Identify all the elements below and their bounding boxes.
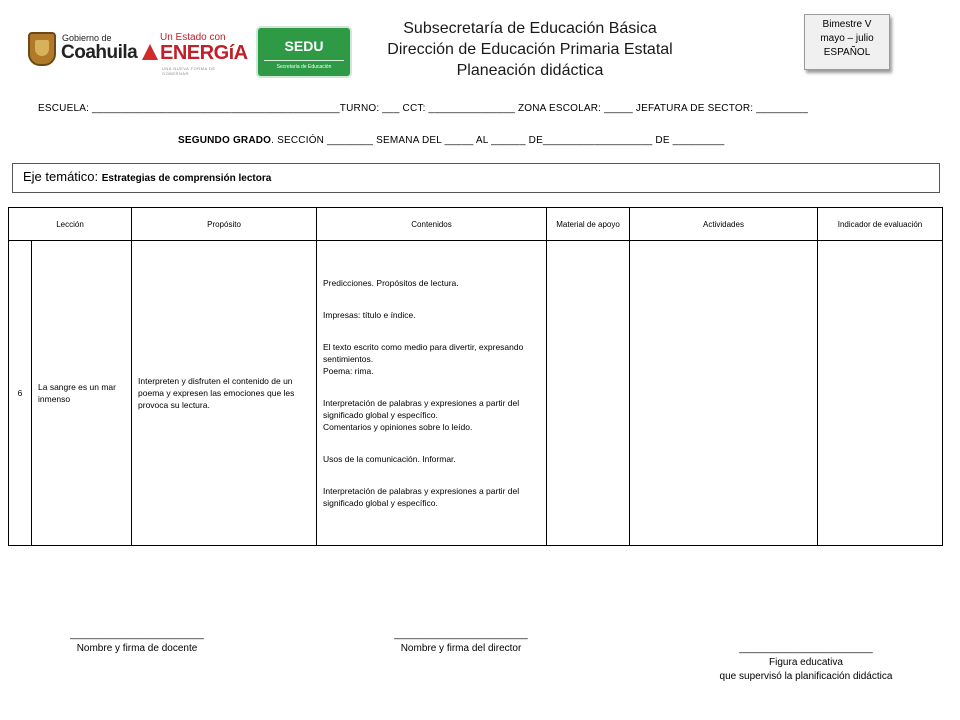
- coahuila-logo: [28, 30, 138, 70]
- energia-logo: [140, 30, 248, 76]
- lesson-contents: [317, 241, 547, 546]
- content-item: Interpretación de palabras y expresiones a partir del significado global y específico.: [323, 486, 520, 508]
- material-cell: [547, 241, 630, 546]
- signature-label: Nombre y firma del director: [400, 643, 522, 654]
- bimestre-months: mayo – julio: [820, 33, 874, 44]
- grade-info-line: [178, 135, 725, 146]
- signature-line: ________________________: [70, 629, 204, 640]
- energia-logo-tag: UNA NUEVA FORMA DE GOBERNAR: [162, 66, 216, 76]
- signature-label: Figura educativa: [769, 657, 843, 668]
- sedu-logo-small: Secretaría de Educación: [276, 64, 332, 70]
- header-actividades: Actividades: [630, 208, 818, 241]
- coahuila-logo-big: Coahuila: [61, 42, 138, 63]
- sedu-logo-divider: [264, 60, 344, 61]
- signature-line: ________________________: [394, 629, 528, 640]
- section-week-fields: . SECCIÓN ________ SEMANA DEL _____ AL ______ DE___________________ DE _________: [271, 135, 725, 146]
- header-leccion: Lección: [9, 208, 132, 241]
- sedu-logo: [256, 26, 352, 78]
- lesson-number: 6: [9, 241, 32, 546]
- signature-docente: [32, 628, 242, 656]
- title-planeacion: Planeación didáctica: [456, 62, 604, 79]
- indicator-cell: [818, 241, 943, 546]
- energia-logo-small: Un Estado con: [160, 32, 226, 43]
- header-contenidos: Contenidos: [317, 208, 547, 241]
- content-item: Interpretación de palabras y expresiones a partir del significado global y específico. Comentarios y opiniones sobre lo leído.: [323, 398, 520, 432]
- bimestre-box: [804, 14, 890, 70]
- eje-tematico-box: [12, 163, 940, 193]
- bimestre-label: Bimestre V: [822, 19, 872, 30]
- content-item: Predicciones. Propósitos de lectura.: [323, 278, 459, 288]
- title-subsecretaria: Subsecretaría de Educación Básica: [403, 20, 657, 37]
- header-indicador: Indicador de evaluación: [818, 208, 943, 241]
- planning-table: [8, 207, 943, 546]
- title-direccion: Dirección de Educación Primaria Estatal: [387, 41, 673, 58]
- signature-director: [356, 628, 566, 656]
- activities-cell: [630, 241, 818, 546]
- content-item: Usos de la comunicación. Informar.: [323, 454, 456, 464]
- content-item: Impresas: título e índice.: [323, 310, 416, 320]
- coat-of-arms-icon: [28, 32, 56, 66]
- sedu-logo-big: SEDU: [284, 38, 324, 54]
- header-material: Material de apoyo: [547, 208, 630, 241]
- signature-line: ________________________: [739, 643, 873, 654]
- school-info-line: ESCUELA: ___________________________________________TURNO: ___ CCT: _______________ ZONA ESCOLAR: _____ JEFATURA DE SECTOR: _________: [38, 103, 809, 114]
- energia-triangle-icon: [142, 44, 158, 60]
- header-proposito: Propósito: [132, 208, 317, 241]
- signature-label-2: que supervisó la planificación didáctica: [719, 671, 893, 682]
- eje-value: Estrategias de comprensión lectora: [101, 173, 272, 184]
- lesson-title: La sangre es un mar inmenso: [32, 241, 132, 546]
- header-titles: [350, 18, 710, 81]
- lesson-purpose: Interpreten y disfruten el contenido de un poema y expresen las emociones que les provoca su lectura.: [132, 241, 317, 546]
- coahuila-logo-small: Gobierno de: [62, 33, 112, 43]
- grade-label: SEGUNDO GRADO: [178, 135, 272, 146]
- signature-label: Nombre y firma de docente: [76, 643, 198, 654]
- content-item: El texto escrito como medio para divertir, expresando sentimientos. Poema: rima.: [323, 342, 524, 376]
- signature-figura: [686, 642, 926, 684]
- table-row: [9, 241, 943, 546]
- table-header-row: [9, 208, 943, 241]
- energia-logo-big: ENERGíA: [160, 42, 248, 64]
- bimestre-subject: ESPAÑOL: [823, 47, 871, 58]
- eje-label: Eje temático:: [23, 169, 102, 184]
